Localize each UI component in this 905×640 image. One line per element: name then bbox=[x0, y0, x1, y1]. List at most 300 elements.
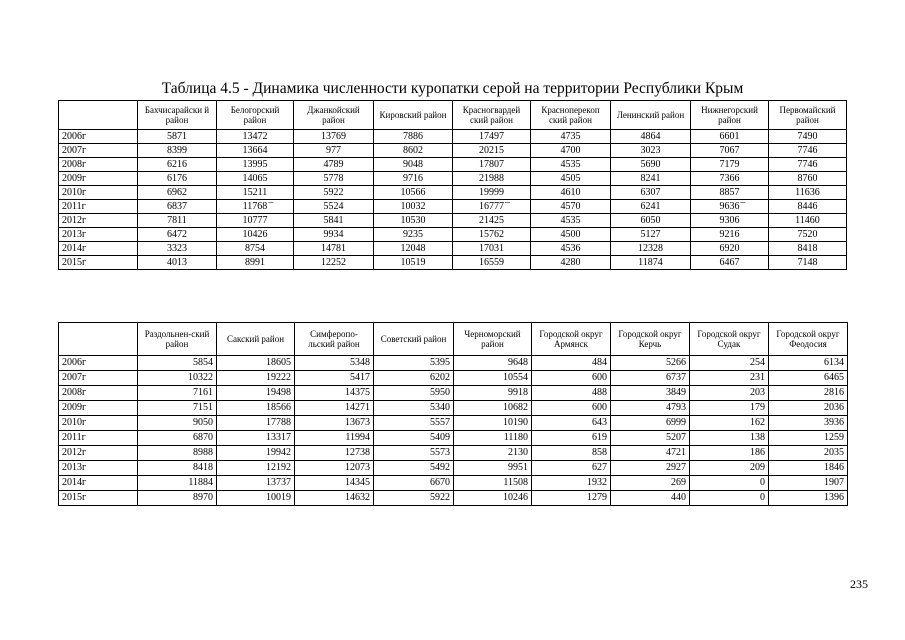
cell-value: 8970 bbox=[193, 492, 213, 503]
year-label: 2011г bbox=[62, 200, 86, 212]
column-header: Черноморский район bbox=[454, 323, 532, 356]
value-cell bbox=[374, 130, 453, 144]
value-cell bbox=[217, 158, 294, 172]
cell-value: 1846 bbox=[824, 462, 844, 473]
cell-value: 8446 bbox=[797, 200, 818, 212]
cell-value: 1932 bbox=[587, 477, 607, 488]
value-cell bbox=[611, 416, 690, 431]
column-header: Красноперекоп ский район bbox=[531, 101, 611, 130]
value-cell bbox=[611, 228, 691, 242]
year-label: 2011г bbox=[62, 432, 86, 443]
year-label: 2008г bbox=[62, 158, 87, 170]
value-cell bbox=[611, 172, 691, 186]
value-cell bbox=[374, 356, 454, 371]
cell-value: 11636 bbox=[795, 186, 820, 198]
cell-value: 6837 bbox=[167, 200, 187, 212]
cell-value: 10019 bbox=[266, 492, 291, 503]
cell-value: 4610 bbox=[560, 186, 581, 198]
value-cell bbox=[453, 228, 531, 242]
cell-value: 6670 bbox=[430, 477, 450, 488]
value-cell bbox=[217, 386, 295, 401]
cell-value: 10777 bbox=[242, 214, 268, 226]
cell-value: 11874 bbox=[638, 256, 663, 268]
year-label: 2014г bbox=[62, 242, 87, 254]
value-cell bbox=[532, 446, 611, 461]
value-cell bbox=[138, 200, 217, 214]
cell-value: 4864 bbox=[640, 130, 661, 142]
value-cell bbox=[691, 214, 769, 228]
value-cell bbox=[294, 228, 374, 242]
value-cell bbox=[217, 476, 295, 491]
value-cell bbox=[691, 172, 769, 186]
value-cell bbox=[690, 476, 769, 491]
column-header: Раздольнен-ский район bbox=[138, 323, 217, 356]
value-cell bbox=[294, 144, 374, 158]
table-row bbox=[59, 130, 847, 144]
value-cell bbox=[454, 446, 532, 461]
value-cell bbox=[294, 158, 374, 172]
cell-value: 1279 bbox=[587, 492, 607, 503]
cell-value: 14781 bbox=[321, 242, 346, 254]
value-cell bbox=[138, 446, 217, 461]
table-row bbox=[59, 228, 847, 242]
value-cell bbox=[532, 371, 611, 386]
cell-value: 1907 bbox=[824, 477, 844, 488]
value-cell bbox=[769, 446, 848, 461]
cell-value: 6216 bbox=[167, 158, 187, 170]
cell-value: 6962 bbox=[167, 186, 187, 198]
year-cell bbox=[59, 446, 138, 461]
value-cell bbox=[138, 416, 217, 431]
cell-value: 4789 bbox=[323, 158, 344, 170]
column-header: Красногвардей ский район bbox=[453, 101, 531, 130]
cell-value: 203 bbox=[750, 387, 765, 398]
value-cell bbox=[611, 401, 690, 416]
year-label: 2007г bbox=[62, 144, 87, 156]
cell-value: 9216 bbox=[719, 228, 740, 240]
cell-value: 6601 bbox=[719, 130, 740, 142]
value-cell bbox=[217, 461, 295, 476]
value-cell bbox=[691, 158, 769, 172]
cell-value: 5854 bbox=[193, 357, 213, 368]
cell-value: 20215 bbox=[479, 144, 504, 156]
value-cell bbox=[294, 242, 374, 256]
value-cell bbox=[374, 491, 454, 506]
cell-value: 254 bbox=[750, 357, 765, 368]
cell-value: 15211 bbox=[242, 186, 268, 198]
table-row bbox=[59, 431, 848, 446]
value-cell bbox=[217, 256, 294, 270]
cell-value: 5922 bbox=[430, 492, 450, 503]
value-cell bbox=[138, 371, 217, 386]
cell-value: 5492 bbox=[430, 462, 450, 473]
value-cell bbox=[138, 476, 217, 491]
cell-value: 4280 bbox=[560, 256, 581, 268]
year-label: 2013г bbox=[62, 462, 87, 473]
cell-value: 8760 bbox=[797, 172, 818, 184]
table-header-row bbox=[59, 323, 848, 356]
page-number: 235 bbox=[850, 577, 868, 591]
value-cell bbox=[453, 214, 531, 228]
year-cell bbox=[59, 158, 138, 172]
value-cell bbox=[769, 172, 847, 186]
year-cell bbox=[59, 256, 138, 270]
cell-value: 5950 bbox=[430, 387, 450, 398]
year-cell bbox=[59, 144, 138, 158]
value-cell bbox=[531, 200, 611, 214]
cell-value: 8418 bbox=[797, 242, 818, 254]
value-cell bbox=[769, 200, 847, 214]
cell-value: 10190 bbox=[503, 417, 528, 428]
cell-value: 9235 bbox=[403, 228, 423, 240]
value-cell bbox=[138, 461, 217, 476]
cell-value: 11508 bbox=[503, 477, 528, 488]
cell-value: 6999 bbox=[666, 417, 686, 428]
cell-value: 5841 bbox=[323, 214, 344, 226]
column-header: Советский район bbox=[374, 323, 454, 356]
cell-value: 10032 bbox=[400, 200, 426, 212]
cell-value: 13317 bbox=[266, 432, 291, 443]
year-cell bbox=[59, 356, 138, 371]
cell-value: 4700 bbox=[560, 144, 581, 156]
cell-value: 1259 bbox=[824, 432, 844, 443]
value-cell bbox=[691, 200, 769, 214]
table-row bbox=[59, 172, 847, 186]
value-cell bbox=[217, 144, 294, 158]
cell-value: 17497 bbox=[479, 130, 504, 142]
value-cell bbox=[374, 256, 453, 270]
cell-value: 7161 bbox=[193, 387, 213, 398]
table-header-row bbox=[59, 101, 847, 130]
year-label: 2009г bbox=[62, 402, 87, 413]
cell-value: 17031 bbox=[479, 242, 504, 254]
cell-value: 11460 bbox=[795, 214, 820, 226]
value-cell bbox=[217, 228, 294, 242]
cell-value: 0 bbox=[760, 477, 765, 488]
value-cell bbox=[374, 186, 453, 200]
cell-value: 2035 bbox=[824, 447, 844, 458]
cell-value: 440 bbox=[671, 492, 686, 503]
table-row bbox=[59, 214, 847, 228]
cell-value: 7179 bbox=[719, 158, 740, 170]
year-cell bbox=[59, 386, 138, 401]
year-cell bbox=[59, 228, 138, 242]
cell-value: 9648 bbox=[508, 357, 528, 368]
value-cell bbox=[138, 214, 217, 228]
value-cell bbox=[531, 158, 611, 172]
cell-value: 5266 bbox=[666, 357, 686, 368]
value-cell bbox=[690, 461, 769, 476]
value-cell bbox=[769, 186, 847, 200]
value-cell bbox=[217, 401, 295, 416]
cell-value: 6920 bbox=[719, 242, 740, 254]
column-header: Сакский район bbox=[217, 323, 295, 356]
year-label: 2015г bbox=[62, 256, 87, 268]
cell-value: 2130 bbox=[508, 447, 528, 458]
cell-value: 6134 bbox=[824, 357, 844, 368]
value-cell bbox=[294, 172, 374, 186]
value-cell bbox=[532, 476, 611, 491]
year-label: 2012г bbox=[62, 214, 87, 226]
cell-value: 17807 bbox=[479, 158, 504, 170]
cell-value: 5922 bbox=[323, 186, 344, 198]
value-cell bbox=[454, 401, 532, 416]
table-row bbox=[59, 386, 848, 401]
year-cell bbox=[59, 186, 138, 200]
cell-value: 8241 bbox=[640, 172, 661, 184]
year-cell bbox=[59, 461, 138, 476]
cell-value: 12328 bbox=[638, 242, 663, 254]
year-label: 2009г bbox=[62, 172, 87, 184]
cell-value: 5417 bbox=[350, 372, 370, 383]
cell-value: 627 bbox=[592, 462, 607, 473]
cell-value: 10554 bbox=[503, 372, 528, 383]
cell-value: 15762 bbox=[479, 228, 504, 240]
cell-value: 8988 bbox=[193, 447, 213, 458]
cell-value: 4013 bbox=[167, 256, 187, 268]
cell-value: 3023 bbox=[640, 144, 661, 156]
cell-value: 6467 bbox=[719, 256, 740, 268]
cell-value: 18605 bbox=[266, 357, 291, 368]
value-cell bbox=[769, 158, 847, 172]
value-cell bbox=[295, 431, 374, 446]
population-table-2 bbox=[58, 322, 848, 506]
cell-value: 8418 bbox=[193, 462, 213, 473]
cell-value: 7886 bbox=[403, 130, 423, 142]
column-header: Нижнегорский район bbox=[691, 101, 769, 130]
cell-value: 11768 ‒ bbox=[243, 201, 268, 212]
cell-value: 3936 bbox=[824, 417, 844, 428]
cell-value: 9934 bbox=[323, 228, 344, 240]
year-cell bbox=[59, 476, 138, 491]
value-cell bbox=[611, 431, 690, 446]
value-cell bbox=[217, 431, 295, 446]
cell-value: 4505 bbox=[560, 172, 581, 184]
cell-value: 600 bbox=[592, 402, 607, 413]
value-cell bbox=[138, 172, 217, 186]
cell-value: 138 bbox=[750, 432, 765, 443]
cell-value: 5409 bbox=[430, 432, 450, 443]
cell-value: 12252 bbox=[321, 256, 346, 268]
cell-value: 8399 bbox=[167, 144, 187, 156]
value-cell bbox=[691, 130, 769, 144]
value-cell bbox=[690, 386, 769, 401]
value-cell bbox=[769, 401, 848, 416]
year-cell bbox=[59, 431, 138, 446]
column-header: Городской округ Керчь bbox=[611, 323, 690, 356]
cell-value: 4535 bbox=[560, 158, 581, 170]
cell-value: 977 bbox=[326, 144, 341, 156]
value-cell bbox=[294, 256, 374, 270]
value-cell bbox=[611, 256, 691, 270]
column-header: Белогорский район bbox=[217, 101, 294, 130]
value-cell bbox=[217, 491, 295, 506]
cell-value: 16559 bbox=[479, 256, 504, 268]
header-corner bbox=[59, 323, 138, 356]
year-cell bbox=[59, 401, 138, 416]
value-cell bbox=[374, 461, 454, 476]
value-cell bbox=[294, 130, 374, 144]
cell-value: 12738 bbox=[345, 447, 370, 458]
value-cell bbox=[138, 431, 217, 446]
cell-value: 5348 bbox=[350, 357, 370, 368]
value-cell bbox=[295, 461, 374, 476]
value-cell bbox=[531, 214, 611, 228]
cell-value: 10519 bbox=[400, 256, 426, 268]
column-header: Городской округ Судак bbox=[690, 323, 769, 356]
cell-value: 4535 bbox=[560, 214, 581, 226]
cell-value: 4500 bbox=[560, 228, 581, 240]
value-cell bbox=[217, 172, 294, 186]
cell-value: 13995 bbox=[242, 158, 268, 170]
cell-value: 12192 bbox=[266, 462, 291, 473]
cell-value: 3849 bbox=[666, 387, 686, 398]
cell-value: 7811 bbox=[167, 214, 187, 226]
value-cell bbox=[769, 242, 847, 256]
value-cell bbox=[531, 172, 611, 186]
table-row bbox=[59, 476, 848, 491]
value-cell bbox=[691, 228, 769, 242]
cell-value: 14632 bbox=[345, 492, 370, 503]
cell-value: 5127 bbox=[640, 228, 661, 240]
cell-value: 3323 bbox=[167, 242, 187, 254]
value-cell bbox=[691, 242, 769, 256]
value-cell bbox=[374, 416, 454, 431]
cell-value: 5524 bbox=[323, 200, 344, 212]
column-header: Ленинский район bbox=[611, 101, 691, 130]
value-cell bbox=[769, 416, 848, 431]
cell-value: 13673 bbox=[345, 417, 370, 428]
year-cell bbox=[59, 491, 138, 506]
value-cell bbox=[138, 130, 217, 144]
value-cell bbox=[295, 446, 374, 461]
cell-value: 16777 ‒ bbox=[479, 201, 504, 212]
value-cell bbox=[138, 242, 217, 256]
cell-value: 7067 bbox=[719, 144, 740, 156]
value-cell bbox=[374, 144, 453, 158]
cell-value: 9048 bbox=[403, 158, 423, 170]
cell-value: 6307 bbox=[640, 186, 661, 198]
cell-value: 19999 bbox=[479, 186, 504, 198]
cell-value: 13664 bbox=[242, 144, 268, 156]
cell-value: 9050 bbox=[193, 417, 213, 428]
cell-value: 21425 bbox=[479, 214, 504, 226]
cell-value: 10246 bbox=[503, 492, 528, 503]
table-row bbox=[59, 186, 847, 200]
value-cell bbox=[453, 144, 531, 158]
value-cell bbox=[374, 214, 453, 228]
cell-value: 4570 bbox=[560, 200, 581, 212]
cell-value: 2816 bbox=[824, 387, 844, 398]
value-cell bbox=[295, 371, 374, 386]
cell-value: 19942 bbox=[266, 447, 291, 458]
cell-value: 13472 bbox=[242, 130, 268, 142]
value-cell bbox=[769, 144, 847, 158]
cell-value: 209 bbox=[750, 462, 765, 473]
cell-value: 6202 bbox=[430, 372, 450, 383]
value-cell bbox=[138, 256, 217, 270]
cell-value: 13737 bbox=[266, 477, 291, 488]
value-cell bbox=[138, 186, 217, 200]
cell-value: 5557 bbox=[430, 417, 450, 428]
value-cell bbox=[531, 130, 611, 144]
year-cell bbox=[59, 172, 138, 186]
column-header: Кировский район bbox=[374, 101, 453, 130]
table-row bbox=[59, 491, 848, 506]
cell-value: 5573 bbox=[430, 447, 450, 458]
value-cell bbox=[138, 401, 217, 416]
value-cell bbox=[374, 431, 454, 446]
cell-value: 9951 bbox=[508, 462, 528, 473]
value-cell bbox=[217, 214, 294, 228]
cell-value: 14345 bbox=[345, 477, 370, 488]
year-cell bbox=[59, 214, 138, 228]
value-cell bbox=[611, 491, 690, 506]
cell-value: 162 bbox=[750, 417, 765, 428]
cell-value: 13769 bbox=[321, 130, 346, 142]
value-cell bbox=[611, 371, 690, 386]
value-cell bbox=[217, 130, 294, 144]
value-cell bbox=[611, 158, 691, 172]
value-cell bbox=[453, 158, 531, 172]
cell-value: 6176 bbox=[167, 172, 187, 184]
year-label: 2014г bbox=[62, 477, 87, 488]
table-row bbox=[59, 371, 848, 386]
value-cell bbox=[611, 186, 691, 200]
value-cell bbox=[769, 214, 847, 228]
value-cell bbox=[217, 371, 295, 386]
value-cell bbox=[454, 371, 532, 386]
value-cell bbox=[611, 356, 690, 371]
value-cell bbox=[611, 200, 691, 214]
cell-value: 5690 bbox=[640, 158, 661, 170]
value-cell bbox=[294, 200, 374, 214]
cell-value: 9636 ‒ bbox=[720, 201, 740, 212]
value-cell bbox=[454, 461, 532, 476]
value-cell bbox=[295, 356, 374, 371]
value-cell bbox=[295, 386, 374, 401]
cell-value: 1396 bbox=[824, 492, 844, 503]
value-cell bbox=[690, 431, 769, 446]
cell-value: 14065 bbox=[242, 172, 268, 184]
value-cell bbox=[374, 401, 454, 416]
cell-value: 18566 bbox=[266, 402, 291, 413]
cell-value: 7148 bbox=[797, 256, 818, 268]
value-cell bbox=[690, 446, 769, 461]
value-cell bbox=[691, 144, 769, 158]
value-cell bbox=[374, 228, 453, 242]
cell-value: 11884 bbox=[188, 477, 213, 488]
value-cell bbox=[532, 491, 611, 506]
value-cell bbox=[532, 431, 611, 446]
cell-value: 12073 bbox=[345, 462, 370, 473]
value-cell bbox=[611, 130, 691, 144]
value-cell bbox=[374, 386, 454, 401]
cell-value: 6737 bbox=[666, 372, 686, 383]
value-cell bbox=[769, 491, 848, 506]
value-cell bbox=[454, 431, 532, 446]
value-cell bbox=[531, 256, 611, 270]
year-label: 2008г bbox=[62, 387, 87, 398]
table-row bbox=[59, 356, 848, 371]
column-header: Симферопо-льский район bbox=[295, 323, 374, 356]
value-cell bbox=[453, 172, 531, 186]
value-cell bbox=[374, 242, 453, 256]
cell-value: 4735 bbox=[560, 130, 581, 142]
cell-value: 7490 bbox=[797, 130, 818, 142]
population-table-1 bbox=[58, 100, 847, 270]
value-cell bbox=[374, 158, 453, 172]
